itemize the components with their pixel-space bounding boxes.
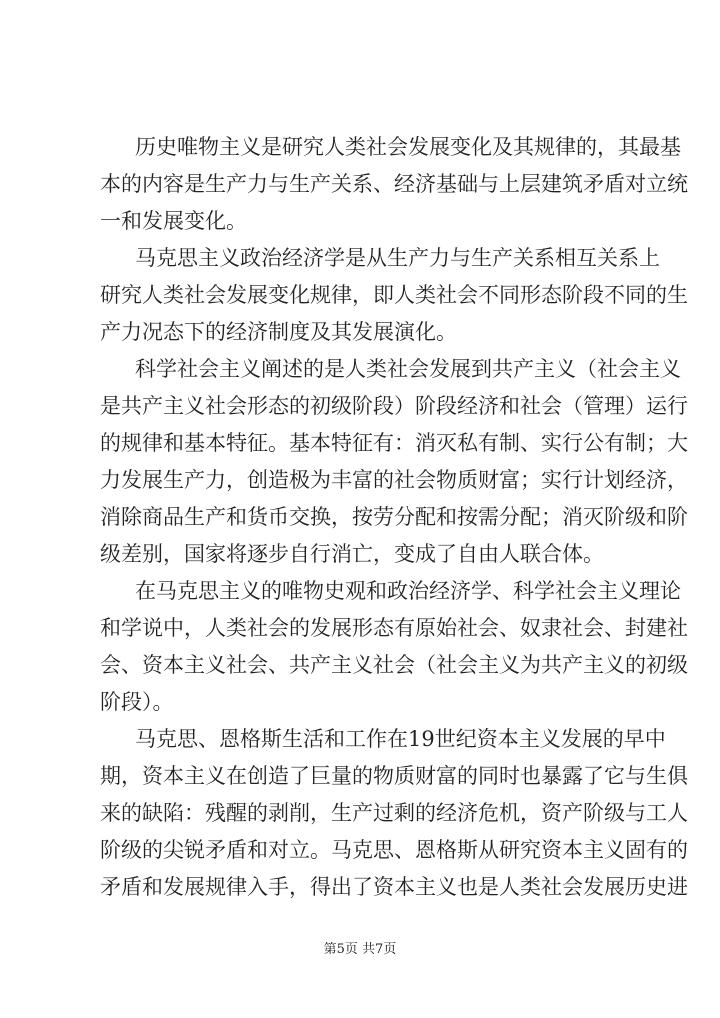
- text-line: 科学社会主义阐述的是人类社会发展到共产主义（社会主义: [135, 357, 681, 381]
- text-line: 历史唯物主义是研究人类社会发展变化及其规律的，其最基: [135, 135, 681, 159]
- text-line: 马克思主义政治经济学是从生产力与生产关系相互关系上: [135, 246, 660, 270]
- text-line: 阶级的尖锐矛盾和对立。马克思、恩格斯从研究资本主义固有的: [100, 838, 688, 862]
- text-line: 会、资本主义社会、共产主义社会（社会主义为共产主义的初级: [100, 653, 688, 677]
- text-line: 矛盾和发展规律入手，得出了资本主义也是人类社会发展历史进: [100, 875, 688, 899]
- text-line: 消除商品生产和货币交换，按劳分配和按需分配；消灭阶级和阶: [100, 505, 688, 529]
- text-line: 产力况态下的经济制度及其发展演化。: [100, 320, 457, 344]
- text-line: 期，资本主义在创造了巨量的物质财富的同时也暴露了它与生俱: [100, 764, 688, 788]
- text-line: 是共产主义社会形态的初级阶段）阶段经济和社会（管理）运行: [100, 394, 688, 418]
- text-line: 的规律和基本特征。基本特征有：消灭私有制、实行公有制；大: [100, 431, 688, 455]
- text-line: 一和发展变化。: [100, 209, 247, 233]
- text-line: 来的缺陷：残醒的剥削，生产过剩的经济危机，资产阶级与工人: [100, 801, 688, 825]
- text-line: 马克思、恩格斯生活和工作在19世纪资本主义发展的早中: [135, 727, 666, 751]
- text-line: 在马克思主义的唯物史观和政治经济学、科学社会主义理论: [135, 579, 681, 603]
- text-line: 和学说中，人类社会的发展形态有原始社会、奴隶社会、封建社: [100, 616, 688, 640]
- text-line: 级差别，国家将逐步自行消亡，变成了自由人联合体。: [100, 542, 604, 566]
- text-line: 力发展生产力，创造极为丰富的社会物质财富；实行计划经济，: [100, 468, 688, 492]
- text-line: 研究人类社会发展变化规律，即人类社会不同形态阶段不同的生: [100, 283, 688, 307]
- text-line: 本的内容是生产力与生产关系、经济基础与上层建筑矛盾对立统: [100, 172, 688, 196]
- page-footer: 第5页 共7页: [323, 942, 397, 957]
- text-line: 阶段）。: [100, 690, 174, 714]
